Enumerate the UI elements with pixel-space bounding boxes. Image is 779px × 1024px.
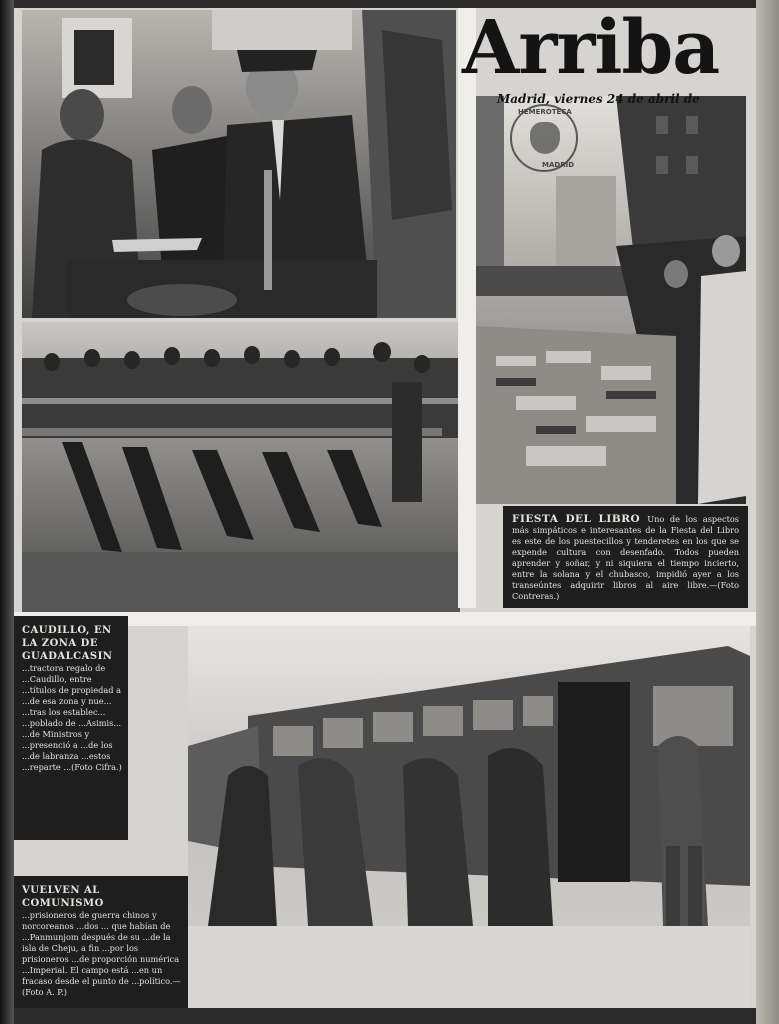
photo-ceremony-handshake	[22, 10, 456, 318]
photo-plough-field	[22, 322, 460, 612]
stamp-text-top: HEMEROTECA	[518, 108, 572, 116]
stamp-text-bottom: MADRID	[542, 161, 574, 169]
page-right-edge	[756, 0, 779, 1024]
caption-fiesta-del-libro	[503, 506, 748, 608]
caption-caudillo	[14, 616, 128, 840]
gutter-vertical	[458, 8, 476, 608]
caption-body: ...prisioneros de guerra chinos y norcoreanos ...dos ... que habían de ...Panmunjom después de su ...de la isla de Cheju, a fin ...por los prisioneros ...de proporción numérica ...Imperial. El campo está ...en un fracaso desde el punto de ...político.—(Foto A. P.)	[22, 910, 181, 997]
stamp-emblem-icon	[530, 122, 560, 154]
caption-vuelven-al-comunismo	[14, 876, 188, 1008]
masthead-title: Arriba	[462, 5, 720, 91]
caption-heading: FIESTA DEL LIBRO	[512, 513, 648, 525]
caption-heading: CAUDILLO, EN LA ZONA DE GUADALCASIN	[22, 625, 113, 662]
binding-edge	[0, 0, 14, 1024]
caption-body: Uno de los aspectos más simpáticos e interesantes de la Fiesta del Libro es este de los puestecillos y tenderetes en los que se expende cultura con desenfado. Todos pueden aprender y soñar, y ni siquiera el tiempo incierto, entre la solana y el chubasco, impidió ayer a los transeúntes adquirir libros al aire libre.—(Foto Contreras.)	[512, 514, 739, 601]
caption-body: ...tractora regalo de ...Caudillo, entre ...títulos de propiedad a ...de esa zona y nue... ...tras los establec... ...poblado de ...Asimis... ...de Ministros y ...presenció a ...de los ...de labranza ...estos ...reparte ...(Foto Cifra.)	[22, 663, 122, 772]
photo-prisoners-bus	[188, 626, 750, 1008]
library-stamp	[510, 104, 578, 172]
dateline: Madrid, viernes 24 de abril de	[497, 92, 700, 106]
caption-heading: VUELVEN AL COMUNISMO	[22, 885, 104, 909]
